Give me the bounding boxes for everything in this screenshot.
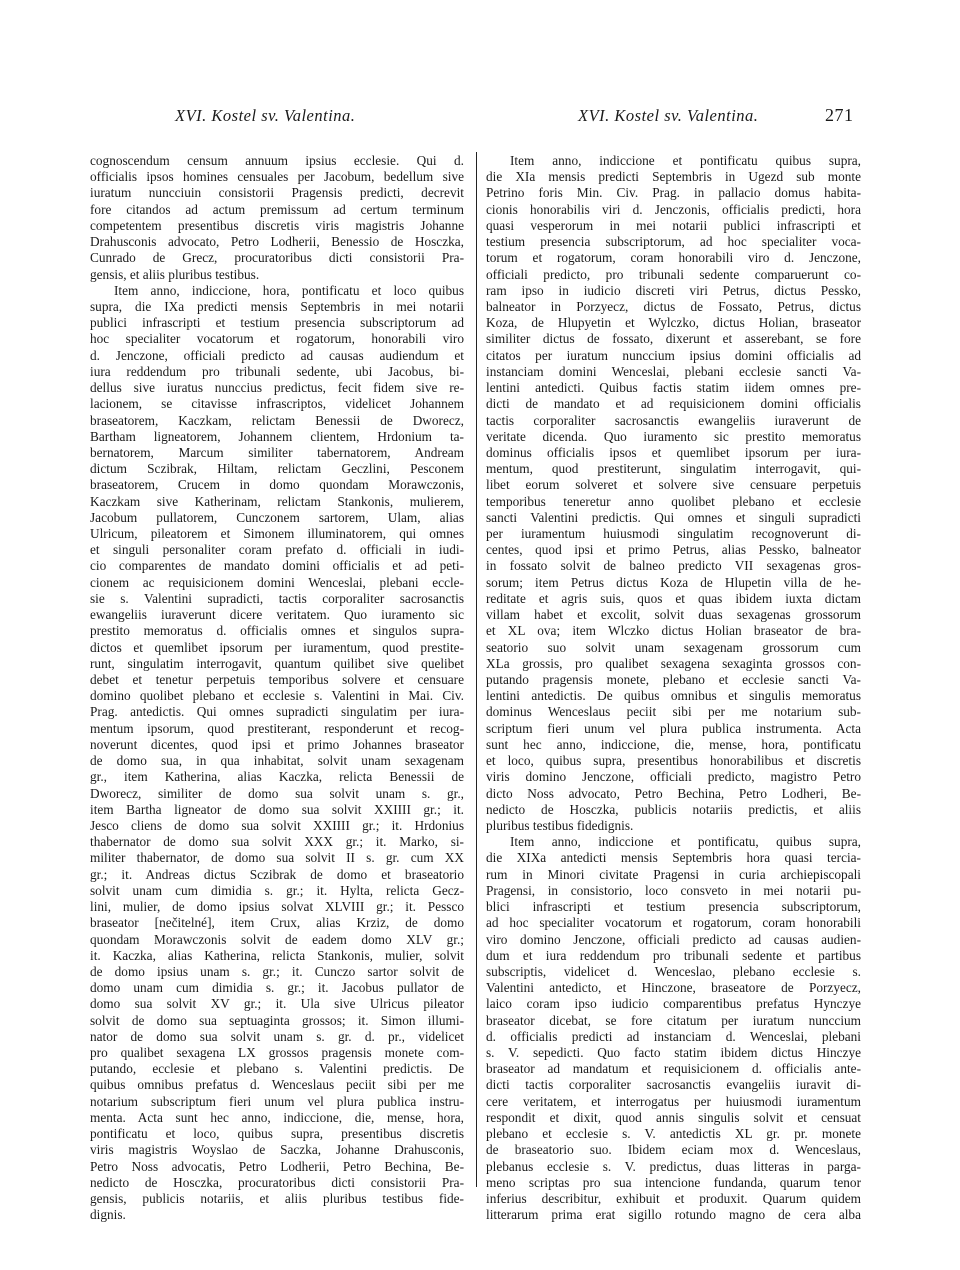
text-line: cere veritatem, et interrogatus per huiusmodi iuramentum <box>486 1093 861 1109</box>
text-line: gensis, publicis notariis, et aliis pluribus testibus fide- <box>90 1191 464 1206</box>
text-line: braseatorem, Kaczkam, relictam Benessii de Dworecz, <box>90 412 464 428</box>
text-line: lini, mulier, de domo ipsius solvat XLVIII gr.; it. Pessco <box>90 899 464 915</box>
text-line: pluribus testibus fidedignis. <box>486 817 634 833</box>
text-line: domino quolibet plebano et ecclesie s. Valentini in Mai. Civ. <box>90 688 464 704</box>
text-line: similiter dictus de fossato, dixerunt et asserebant, se fore <box>486 331 861 347</box>
text-line: militer thabernator, de domo sua solvit II s. gr. cum XX <box>90 850 464 866</box>
text-line: lentini antedicti. Quibus factis statim iidem omnes pre- <box>486 380 861 396</box>
text-line: Dworecz, similiter de domo sua solvit unam s. gr., <box>90 785 464 801</box>
text-line: in fossato solvit de balneo predicto VII sexagenas gros- <box>486 558 861 574</box>
text-line: scriptum fieri unum vel plura publica instrumenta. Acta <box>486 720 861 736</box>
text-line: laico coram ipso iudicio comparentibus prefatus Hynczye <box>486 996 861 1012</box>
page-number: 271 <box>825 105 854 125</box>
text-line: s. V. sepedicti. Quo facto statim ibidem dictus Hinczye <box>486 1045 861 1061</box>
text-line: runt, singulatim interrogavit, quantum quilibet sive quelibet <box>90 655 464 671</box>
text-line: de domo ipsius unam s. gr.; it. Cunczo sartor solvit de <box>90 963 464 979</box>
text-line: iura reddendum pro tribunali sedente, ubi Jacobus, bi- <box>90 363 464 379</box>
text-line: Koza, de Hlupyetin et Wylczko, dictus Holian, braseator <box>486 315 861 331</box>
text-line: Jesco cliens de domo sua solvit XXIIII gr.; it. Hrdonius <box>90 817 464 833</box>
text-line: pontificatu et loco, quibus supra, presentibus discretis <box>90 1126 464 1142</box>
text-line: testium presencia subscriptorum, ad hoc specialiter voca- <box>486 234 861 250</box>
text-line: cognoscendum censum annuum ipsius ecclesie. Qui d. <box>90 153 464 168</box>
text-line: Bartham ligneatorem, Johannem clientem, Hrdonium ta- <box>90 428 464 444</box>
text-line: sie s. Valentini supradicti, tactis corporaliter sacrosanctis <box>90 590 464 606</box>
text-line: et XL ova; item Wlczko dictus Holian braseator de bra- <box>486 623 861 639</box>
text-line: gr.; it. Andreas dictus Sczibrak de domo et braseatorio <box>90 866 464 882</box>
text-line: nedicto de Hosczka, procuratoribus dicti consistorii Pra- <box>90 1174 464 1190</box>
text-line: quasi vesperorum in mei notarii publici infrascripti et <box>486 217 861 233</box>
text-line: braseator dicebat, se fore citatum per iuratum nunccium <box>486 1012 861 1028</box>
text-line: bernatorem, Marcum similiter tabernatorem, Andream <box>90 444 464 460</box>
text-line: XLa grossis, pro qualibet sexagena sexaginta grossos con- <box>486 655 861 671</box>
text-line: Drahusconis advocato, Petro Lodherii, Benessio de Hosczka, <box>90 234 464 250</box>
text-line: Item anno, indiccione et pontificatu quibus supra, <box>510 153 861 168</box>
text-line: publici infrascripti et testium presencia subscriptorum ad <box>90 315 464 331</box>
text-line: blici infrascripti et testium presencia subscriptorum, <box>486 899 861 915</box>
text-line: putando pragensis monete, plebano et ecclesie sancti Va- <box>486 672 861 687</box>
text-line: tactis corporaliter sacrosanctis ewangeliis iuraverunt de <box>486 412 861 428</box>
text-line: villam habet et excolit, solvit duas sexagenas grossorum <box>486 607 861 623</box>
text-line: d. officialis predicti ad instanciam d. Wenceslai, plebani <box>486 1028 861 1044</box>
text-line: notarium subscriptum fieri unum vel plura publica instru- <box>90 1093 464 1109</box>
text-line: fore citandos ad actum premissum ad certum terminum <box>90 201 464 217</box>
text-line: litterarum prima erat sigillo rotundo magno de cera alba <box>486 1207 861 1223</box>
text-line: dum et iura reddendum pro tribunali sedente et partibus <box>486 947 861 963</box>
text-line: die XIa mensis predicti Septembris in Ugezd sub monte <box>486 169 861 185</box>
text-line: gr., item Katherina, alias Kaczka, relicta Benessii de <box>90 769 464 785</box>
text-line: instanciam domini Wenceslai, plebani ecclesie sancti Va- <box>486 363 861 379</box>
text-line: dicto Noss advocato, Petro Bechina, Petro Lodheri, Be- <box>486 785 861 801</box>
text-line: Cunrado de Grecz, procuratoribus dicti consistorii Pra- <box>90 250 464 266</box>
text-line: seatorio suo solvit unam sexagenam grossorum cum <box>486 639 861 655</box>
text-line: dictum Sczibrak, Hiltam, relictam Geczlini, Pesconem <box>90 461 464 477</box>
text-line: domo sua solvit XV gr.; it. Ula sive Ulricus pileator <box>90 996 464 1012</box>
text-line: pro qualibet sexagena LX grossos pragensis monete com- <box>90 1045 464 1061</box>
text-line: dicti tactis corporaliter sacrosanctis evangeliis iuravit di- <box>486 1077 861 1093</box>
column-divider <box>476 152 477 1187</box>
text-line: d. Jenczone, officiali predicto ad causas audiendum et <box>90 347 464 363</box>
text-line: meno scriptas pro sua intencione fundanda, quarum tenor <box>486 1174 861 1190</box>
text-line: plebanus ecclesie s. V. predictus, duas litteras in parga- <box>486 1158 861 1174</box>
text-line: respondit et dixit, quod annis singulis solvit et censuat <box>486 1109 861 1125</box>
text-line: prestito memoratus d. officialis omnes et singulos supra- <box>90 623 464 639</box>
text-line: thabernator de domo sua solvit XXX gr.; it. Marko, si- <box>90 834 464 850</box>
text-line: de braseatorio suo. Ibidem eciam mox d. Wenceslaus, <box>486 1142 861 1158</box>
text-line: ad hoc specialiter vocatorum et rogatorum, coram honorabili <box>486 915 861 931</box>
text-line: torum et rogatorum, coram honorabili viro d. Jenczone, <box>486 250 861 266</box>
text-line: dignis. <box>90 1207 126 1223</box>
text-line: debet et tenetur perpetuis temporibus solvere et censuare <box>90 672 464 687</box>
text-line: viris domino Jenczone, officiali predicto, magistro Petro <box>486 769 861 785</box>
text-line: sancti Valentini predictis. Qui omnes et singuli supradicti <box>486 509 861 525</box>
text-line: hoc specialiter vocatorum et rogatorum, honorabili viro <box>90 331 464 347</box>
text-line: de domo sua, in qua inhabitat, solvit unam sexagenam <box>90 753 464 769</box>
text-line: subscriptis, videlicet d. Wenceslao, plebano ecclesie s. <box>486 963 861 979</box>
text-line: mentum, quod prestiterunt, singulatim interrogavit, qui- <box>486 461 861 477</box>
text-line: dellus sive iuratus nunccius predictus, fecit fidem sive re- <box>90 380 464 396</box>
text-line: mentum ipsorum, quod prestiterant, responderunt et recog- <box>90 720 464 736</box>
text-line: quondam Morawczonis solvit de eadem domo XLV gr.; <box>90 931 464 947</box>
text-line: et singuli personaliter coram prefato d. officiali in iudi- <box>90 542 464 558</box>
text-line: Valentini antedicto, et Hinczone, braseatore de Porzyecz, <box>486 980 861 996</box>
text-line: domo unam cum dimidia s. gr.; it. Jacobus pullator de <box>90 980 464 996</box>
text-line: centes, quod ipsi et primo Petrus, alias Pessko, balneator <box>486 542 861 558</box>
text-line: libet eorum solveret et solvere sive censuare perpetuis <box>486 477 861 493</box>
text-line: noverunt dicentes, quod ipsi et primo Johannes braseator <box>90 736 464 752</box>
text-line: citatos per iuratum nunccium ipsius domini officialis ad <box>486 347 861 363</box>
text-line: nedicto de Hosczka, publicis notariis predictis, et aliis <box>486 801 861 817</box>
text-line: officialis ipsos homines censuales per Jacobum, bedellum sive <box>90 169 464 185</box>
left-text-column <box>90 153 464 1223</box>
text-line: Kaczkam sive Katherinam, relictam Stankonis, mulierem, <box>90 493 464 509</box>
text-line: Prag. antedictis. Qui omnes supradicti singulatim per iura- <box>90 704 464 720</box>
text-line: dictos et quemlibet ipsorum per iuramentum, quod prestite- <box>90 639 464 655</box>
text-line: braseator [nečitelné], item Crux, alias Krziz, de domo <box>90 915 464 931</box>
text-line: die XIXa antedicti mensis Septembris hora quasi tercia- <box>486 850 861 866</box>
text-line: dominus Wenceslaus peciit sibi per me notarium sub- <box>486 704 861 720</box>
text-line: balneator in Porzyecz, dictus de Fossato, Petrus, dictus <box>486 298 861 314</box>
text-line: rum in Minori civitate Pragensi in curia archiepiscopali <box>486 866 861 882</box>
text-line: et loco, quibus supra, presentibus honorabilibus et discretis <box>486 753 861 769</box>
text-line: it. Kaczka, alias Katherina, relicta Stankonis, mulier, solvit <box>90 947 464 963</box>
text-line: quibus omnibus prefatus d. Wenceslaus peciit sibi per me <box>90 1077 464 1093</box>
text-line: braseator ad mandatum et requisicionem d. officialis ante- <box>486 1061 861 1077</box>
text-line: item Bartha ligneator de domo sua solvit XXIIII gr.; it. <box>90 801 464 817</box>
running-header-left: XVI. Kostel sv. Valentina. <box>175 106 356 125</box>
text-line: ewangeliis iuraverunt dicere veritatem. Quo iuramento sic <box>90 607 464 623</box>
text-line: officiali predicto, pro tribunali sedente comparuerunt co- <box>486 266 861 282</box>
text-line: solvit unam cum dimidia s. gr.; it. Hylta, relicta Gecz- <box>90 882 464 898</box>
text-line: viris magistris Woyslao de Saczka, Johanne Drahusconis, <box>90 1142 464 1158</box>
text-line: ram ipso in iudicio discreti viri Petrus, dictus Pessko, <box>486 282 861 298</box>
text-line: temporibus teneretur anno quolibet plebano et ecclesie <box>486 493 861 509</box>
text-line: competentem presentibus discretis viris magistris Johanne <box>90 217 464 233</box>
text-line: putando, ecclesie et plebano s. Valentini predictis. De <box>90 1061 464 1077</box>
running-header-right: XVI. Kostel sv. Valentina. <box>578 106 759 125</box>
text-line: cionem ac requisicionem domini Wenceslai, plebani eccle- <box>90 574 464 590</box>
text-line: iuratum nuncciuin consistorii Pragensis predicti, decrevit <box>90 185 464 201</box>
text-line: plebano et ecclesie s. V. antedictis XL gr. pr. monete <box>486 1126 861 1142</box>
text-line: Item anno, indiccione, hora, pontificatu et loco quibus <box>114 282 464 298</box>
text-line: lentini antedictis. De quibus omnibus et singulis memoratus <box>486 688 861 704</box>
text-line: inferius describitur, exhibuit et produxit. Quarum quidem <box>486 1191 861 1206</box>
text-line: cio comparentes de mandato domini officialis et ad peti- <box>90 558 464 574</box>
text-line: Petro Noss advocatis, Petro Lodherii, Petro Bechina, Be- <box>90 1158 464 1174</box>
text-line: menta. Acta sunt hec anno, indiccione, die, mense, hora, <box>90 1109 464 1125</box>
text-line: supra, die IXa predicti mensis Septembris in mei notarii <box>90 298 464 314</box>
text-line: reditate et agris suis, quos et quas ibidem iuxta dictam <box>486 590 861 606</box>
text-line: Pragensi, in consistorio, loco consveto in mei notarii pu- <box>486 882 861 898</box>
text-line: sunt hec anno, indiccione, die, mense, hora, pontificatu <box>486 736 861 752</box>
right-text-column <box>486 153 861 1223</box>
text-line: gensis, et aliis pluribus testibus. <box>90 266 260 282</box>
text-line: veritate dicenda. Quo iuramento sic prestito memoratus <box>486 428 861 444</box>
text-line: per iuramentum huiusmodi singulatim recognoverunt di- <box>486 526 861 542</box>
text-line: dicti de mandato et ad requisicionem domini officialis <box>486 396 861 412</box>
text-line: solvit de domo sua septuaginta grossos; it. Simon illumi- <box>90 1012 464 1028</box>
text-line: viro domino Jenczone, officiali predicto ad causas audien- <box>486 931 861 947</box>
text-line: Item anno, indiccione et pontificatu, quibus supra, <box>510 834 861 850</box>
text-line: dominus officialis ipsos et quemlibet ipsorum per iura- <box>486 444 861 460</box>
text-line: Jacobum pullatorem, Cunczonem sartorem, Ulam, alias <box>90 509 464 525</box>
text-line: Petrino foris Min. Civ. Prag. in pallacio domus habita- <box>486 185 861 201</box>
text-line: lacionem, se citavisse infrascriptos, videlicet Johannem <box>90 396 464 412</box>
text-line: Ulricum, pileatorem et Simonem illuminatorem, qui omnes <box>90 526 464 542</box>
text-line: braseatorem, Crucem in domo quondam Morawczonis, <box>90 477 464 493</box>
text-line: cionis honorabilis viri d. Jenczonis, officialis predicti, hora <box>486 201 861 217</box>
text-line: nator de domo sua solvit unam s. gr. d. pr., videlicet <box>90 1028 464 1044</box>
text-line: sorum; item Petrus dictus Koza de Hlupetin villa de he- <box>486 574 861 590</box>
